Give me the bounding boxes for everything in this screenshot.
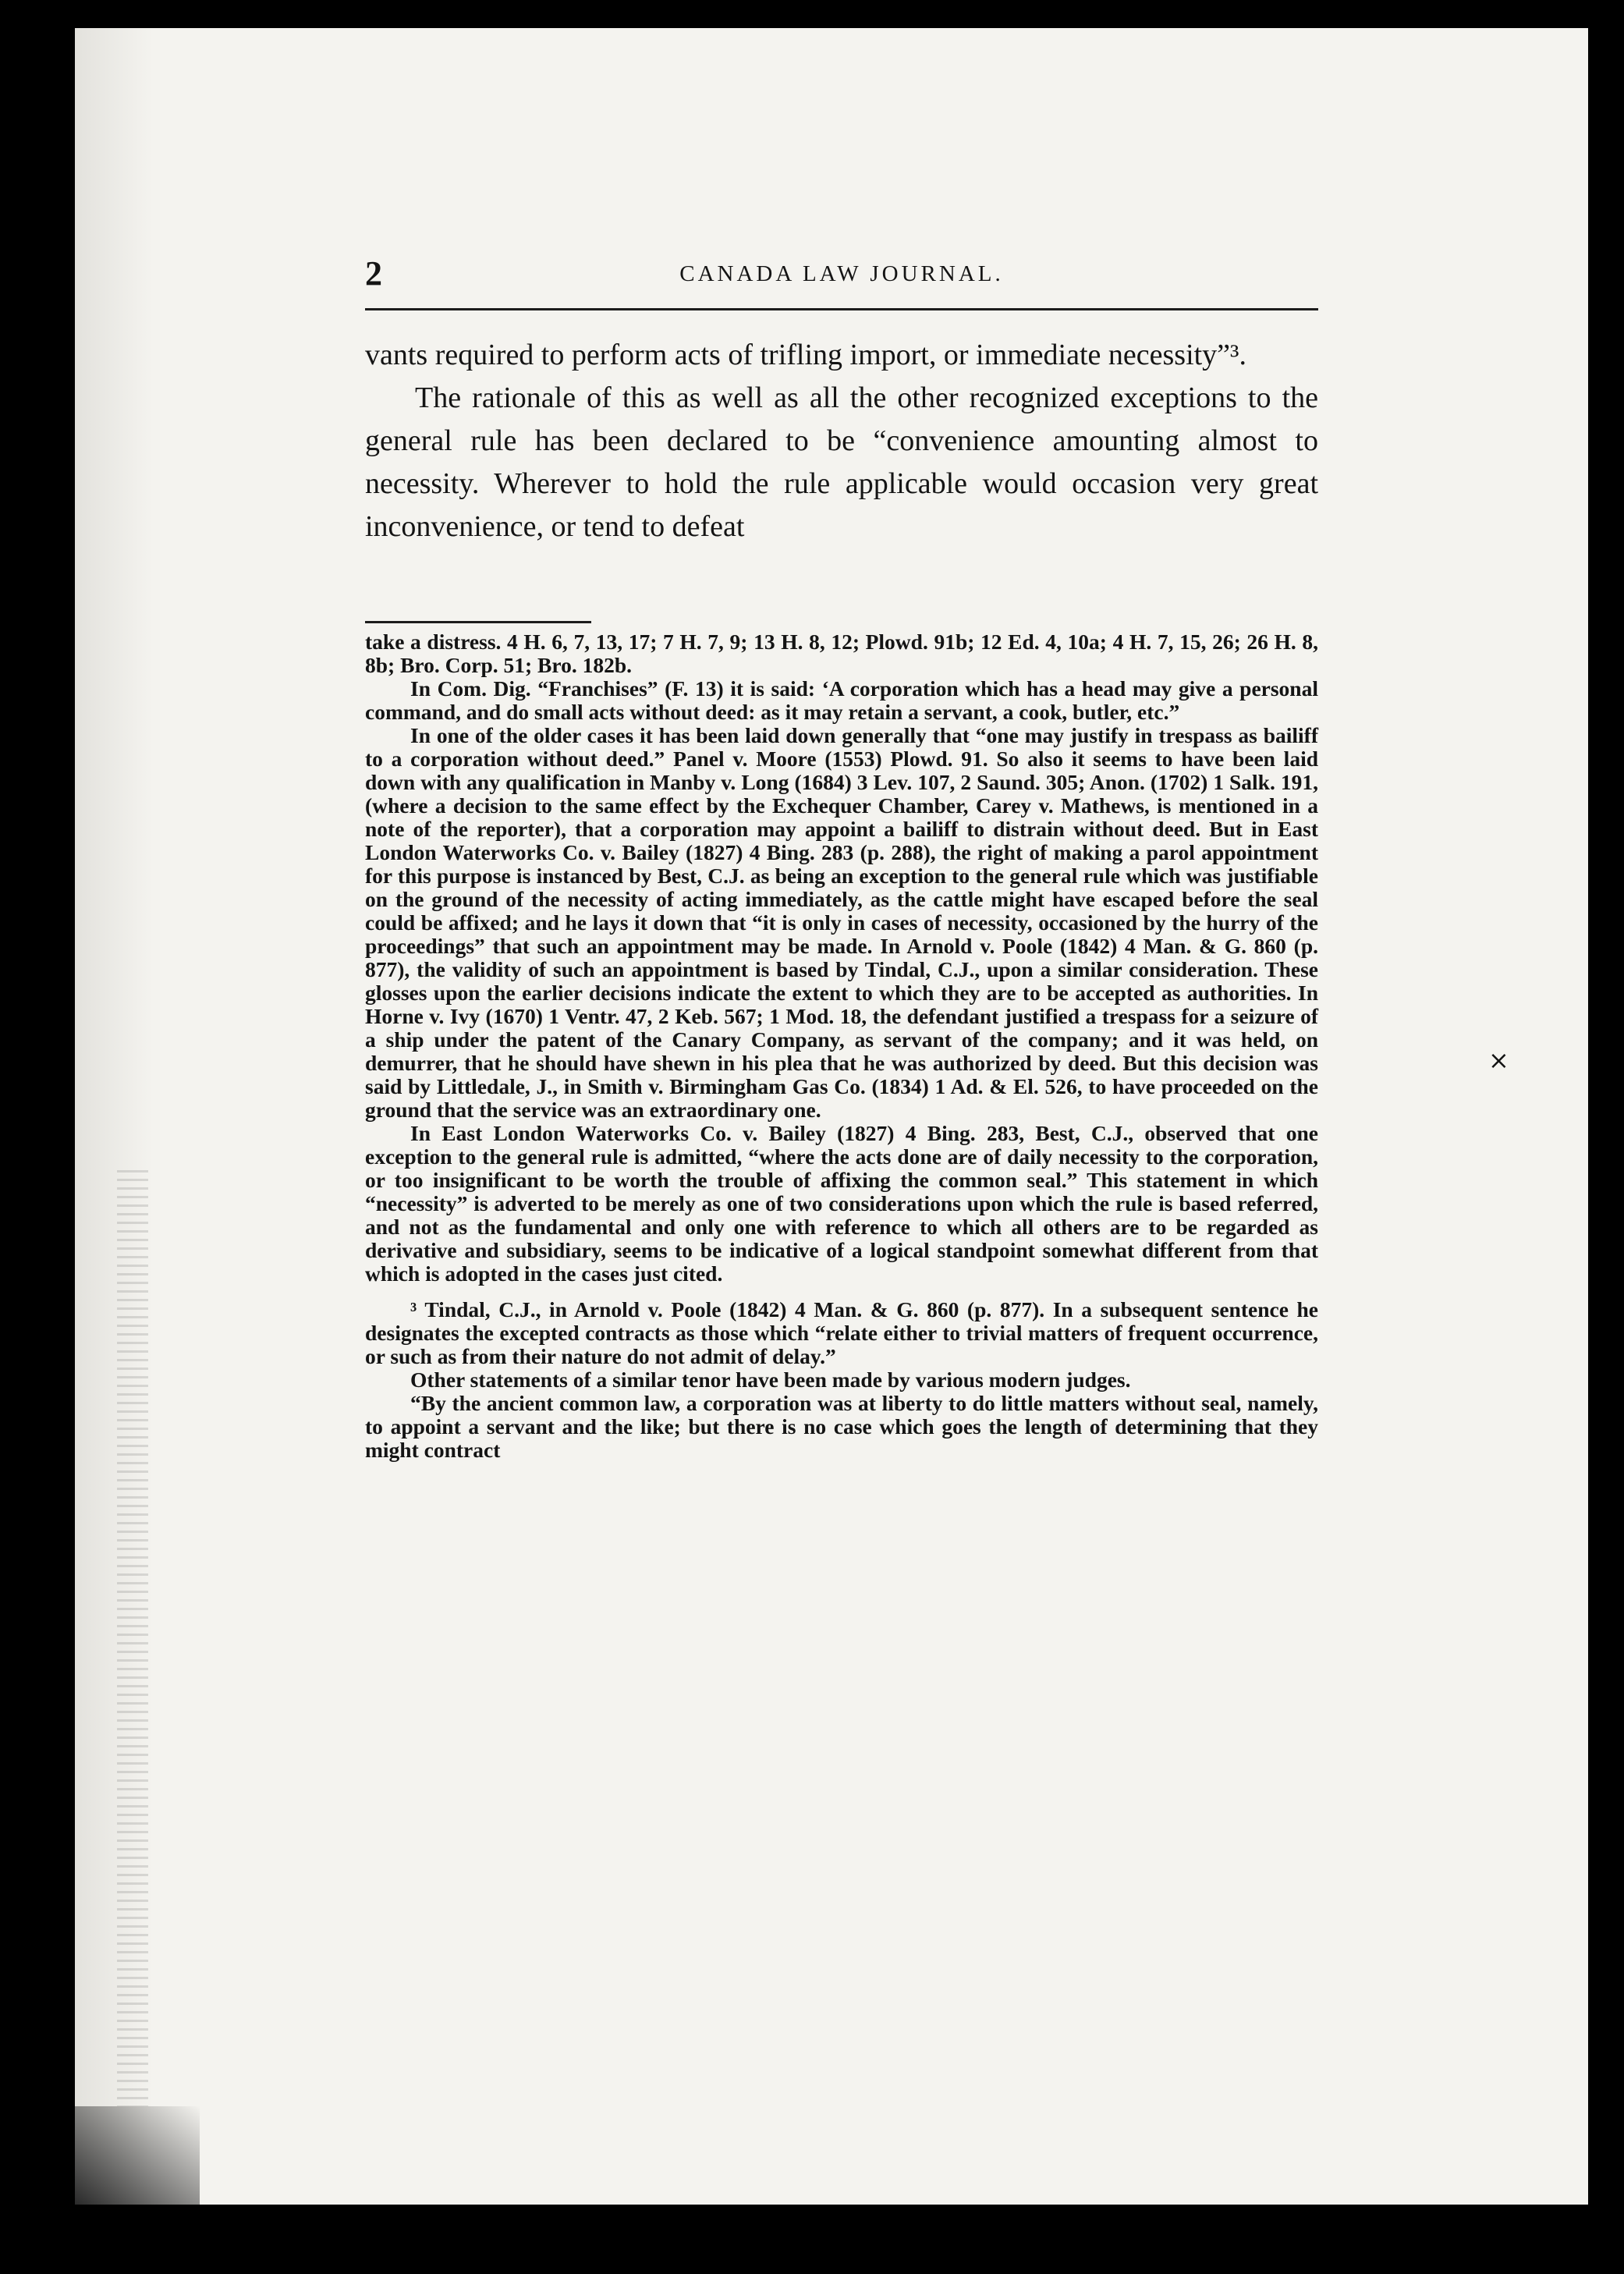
footnote-paragraph: take a distress. 4 H. 6, 7, 13, 17; 7 H. 7, 9; 13 H. 8, 12; Plowd. 91b; 12 Ed. 4, 10a; 4 H. 7, 15, 26; 26 H. 8, 8b; Bro. Corp. 51; Bro. 182b.	[365, 630, 1318, 677]
footnote-divider	[365, 621, 591, 623]
binding-margin-noise	[117, 1170, 148, 2106]
body-paragraph: The rationale of this as well as all the other recognized exceptions to the general rule has been declared to be “convenience amounting almost to necessity. Wherever to hold the rule applicable would occasion very great inconvenience, or tend to defeat	[365, 381, 1318, 543]
scan-border-top	[0, 0, 1624, 28]
body-paragraph: vants required to perform acts of trifling import, or immediate necessity”³.	[365, 339, 1246, 371]
scan-corner-shadow	[75, 2106, 200, 2205]
page-header	[365, 254, 1318, 300]
header-rule	[365, 308, 1318, 310]
page-number: 2	[365, 254, 383, 293]
footnotes	[365, 630, 1318, 1462]
footnote-paragraph: ³ Tindal, C.J., in Arnold v. Poole (1842) 4 Man. & G. 860 (p. 877). In a subsequent sentence he designates the excepted contracts as those which “relate either to trivial matters of frequent occurrence, or such as from their nature do not admit of delay.”	[365, 1297, 1318, 1368]
footnote-paragraph: In one of the older cases it has been laid down generally that “one may justify in trespass as bailiff to a corporation without deed.” Panel v. Moore (1553) Plowd. 91. So also it seems to have been laid down with any qualification in Manby v. Long (1684) 3 Lev. 107, 2 Saund. 305; Anon. (1702) 1 Salk. 191, (where a decision to the same effect by the Exchequer Chamber, Carey v. Mathews, is mentioned in a note of the reporter), that a corporation may appoint a bailiff to distrain without deed. But in East London Waterworks Co. v. Bailey (1827) 4 Bing. 283 (p. 288), the right of making a parol appointment for this purpose is instanced by Best, C.J. as being an exception to the general rule which was justifiable on the ground of the necessity of acting immediately, as the cattle might have escaped before the seal could be affixed; and he lays it down that “it is only in cases of necessity, occasioned by the hurry of the proceedings” that such an appointment may be made. In Arnold v. Poole (1842) 4 Man. & G. 860 (p. 877), the validity of such an appointment is based by Tindal, C.J., upon a similar consideration. These glosses upon the earlier decisions indicate the extent to which they are to be accepted as authorities. In Horne v. Ivy (1670) 1 Ventr. 47, 2 Keb. 567; 1 Mod. 18, the defendant justified a trespass for a seizure of a ship under the patent of the Canary Company, as servant of the company; and it was held, on demurrer, that he should have shewn in his plea that he was authorized by deed. But this decision was said by Littledale, J., in Smith v. Birmingham Gas Co. (1834) 1 Ad. & El. 526, to have proceeded on the ground that the service was an extraordinary one.	[365, 723, 1318, 1122]
main-text	[365, 334, 1318, 548]
footnote-paragraph: In Com. Dig. “Franchises” (F. 13) it is said: ‘A corporation which has a head may give a personal command, and do small acts without deed: as it may retain a servant, a cook, butler, etc.”	[365, 676, 1318, 724]
margin-mark: ⨯	[1488, 1046, 1509, 1074]
running-head: CANADA LAW JOURNAL.	[679, 261, 1004, 286]
footnote-paragraph: “By the ancient common law, a corporation was at liberty to do little matters without seal, namely, to appoint a servant and the like; but there is no case which goes the length of determining that they might contract	[365, 1391, 1318, 1462]
footnote-paragraph: In East London Waterworks Co. v. Bailey (1827) 4 Bing. 283, Best, C.J., observed that one exception to the general rule is admitted, “where the acts done are of daily necessity to the corporation, or too insignificant to be worth the trouble of affixing the common seal.” This statement in which “necessity” is adverted to be merely as one of two considerations upon which the rule is based referred, and not as the fundamental and only one with reference to which all others are to be regarded as derivative and subsidiary, seems to be indicative of a logical standpoint somewhat different from that which is adopted in the cases just cited.	[365, 1121, 1318, 1286]
footnote-paragraph: Other statements of a similar tenor have been made by various modern judges.	[410, 1368, 1131, 1392]
